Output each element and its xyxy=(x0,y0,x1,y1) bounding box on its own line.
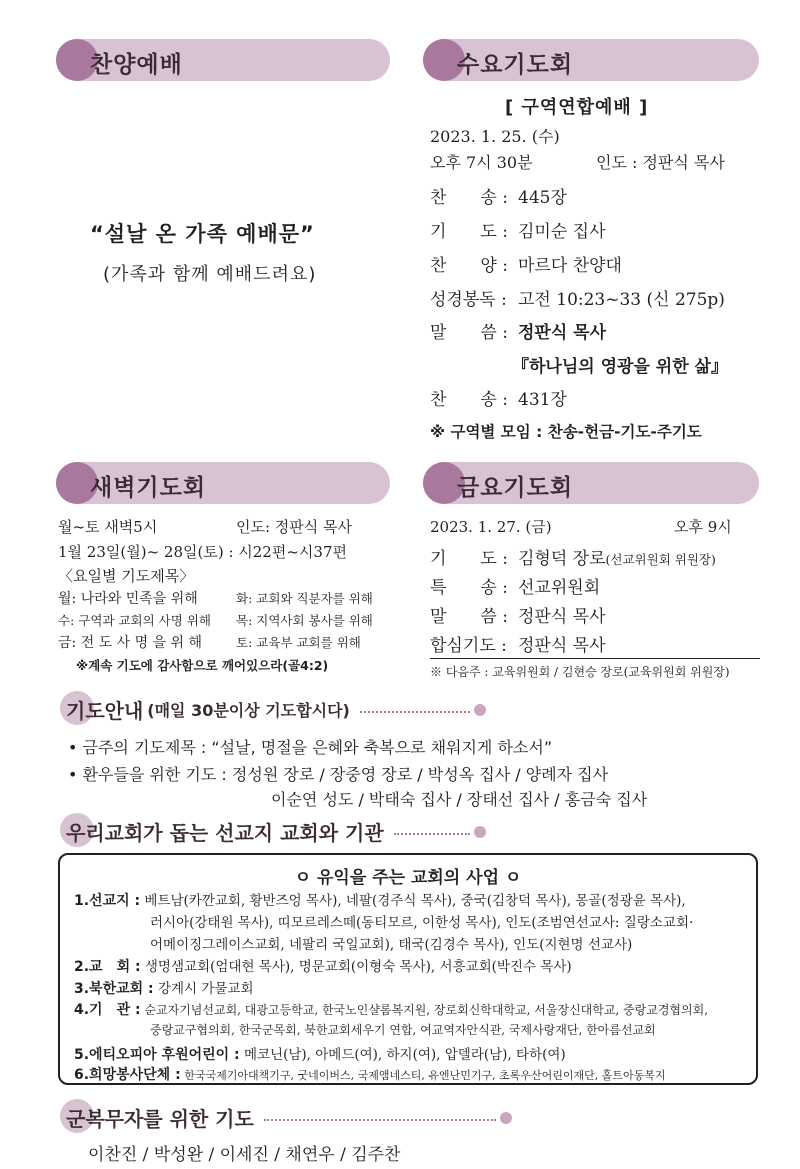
row-label: 기 도 : xyxy=(430,222,508,242)
section-header-wednesday xyxy=(423,39,759,81)
row-label: 말 씀 : xyxy=(430,323,508,343)
military-title: 군복무자를 위한 기도 xyxy=(66,1107,254,1131)
section-header-friday xyxy=(423,462,759,504)
wednesday-time: 오후 7시 30분 xyxy=(430,153,533,172)
patients-label: • 환우들을 위한 기도 : xyxy=(68,765,227,784)
dawn-time: 월~토 새벽5시 xyxy=(58,518,158,536)
patients-prayer xyxy=(68,762,608,785)
row-value: 마르다 찬양대 xyxy=(518,256,622,276)
sunday-subtitle: (가족과 함께 예배드려요) xyxy=(103,264,317,285)
wednesday-date: 2023. 1. 25. (수) xyxy=(430,127,560,146)
wednesday-note: ※ 구역별 모임 : 찬송-헌금-기도-주기도 xyxy=(430,423,702,441)
missions-label: 3.북한교회 : xyxy=(74,981,154,997)
row-value: 정판식 목사 xyxy=(518,323,607,343)
row-value: 정판식 목사 xyxy=(518,607,606,627)
friday-next-week: ※ 다음주 : 교육위원회 / 김현승 장로(교육위원회 위원장) xyxy=(430,665,730,679)
wednesday-row xyxy=(430,183,567,208)
divider xyxy=(430,658,760,659)
dawn-item: 금: 전 도 사 명 을 위 해 xyxy=(58,635,203,651)
missions-text: 한국국제기아대책기구, 굿네이버스, 국제앰네스티, 유엔난민기구, 초록우산어린이재단, 홀트아동복지 xyxy=(184,1069,666,1082)
missions-label: 5.에티오피아 후원어린이 : xyxy=(74,1047,240,1063)
missions-box xyxy=(58,853,758,1085)
wednesday-row xyxy=(430,285,725,310)
dawn-leader: 인도: 정판식 목사 xyxy=(236,518,353,536)
dawn-list-title: 〈요일별 기도제목〉 xyxy=(58,567,195,585)
prayer-topic xyxy=(68,735,552,758)
wednesday-row xyxy=(430,217,606,242)
prayer-topic-label: • 금주의 기도제목 : xyxy=(68,738,207,757)
row-label: 기 도 : xyxy=(430,549,508,569)
sunday-title: “설날 온 가족 예배문” xyxy=(90,222,315,246)
friday-row xyxy=(430,544,716,569)
row-value: 김형덕 장로 xyxy=(518,549,606,569)
dawn-item: 월: 나라와 민족을 위해 xyxy=(58,591,198,607)
row-label: 말 씀 : xyxy=(430,607,508,627)
prayer-guide-subtitle: (매일 30분이상 기도합시다) xyxy=(147,701,350,720)
row-label: 특 송 : xyxy=(430,578,508,598)
military-header xyxy=(66,1103,512,1132)
patients-line: 정성원 장로 / 장중영 장로 / 박성옥 집사 / 양례자 집사 xyxy=(231,765,609,784)
dotted-leader xyxy=(264,1119,496,1121)
row-label: 합심기도 : xyxy=(430,636,507,656)
missions-line: 어메이징그레이스교회, 네팔리 국일교회), 태국(김경수 목사), 인도(지현명 선교사) xyxy=(150,937,633,953)
dawn-item: 목: 지역사회 봉사를 위해 xyxy=(236,613,373,628)
missions-line xyxy=(74,889,686,910)
dotted-leader xyxy=(360,711,470,713)
section-title: 새벽기도회 xyxy=(90,475,207,501)
missions-line: 러시아(강태원 목사), 띠모르레스떼(동티모르, 이한성 목사), 인도(조범연선교사: 질랑소교회· xyxy=(150,915,694,931)
military-names: 이찬진 / 박성완 / 이세진 / 채연우 / 김주찬 xyxy=(88,1145,401,1165)
missions-line xyxy=(74,977,254,998)
row-label: 찬 송 : xyxy=(430,390,508,410)
missions-header xyxy=(66,817,486,846)
friday-row xyxy=(430,602,606,627)
row-value: 김미순 집사 xyxy=(518,222,606,242)
missions-label: 4.기 관 : xyxy=(74,1002,141,1018)
missions-line: 중랑교구협의회, 한국군목회, 북한교회세우기 연합, 여교역자안식관, 국제사랑재단, 한아름선교회 xyxy=(150,1023,656,1037)
missions-title: 우리교회가 돕는 선교지 교회와 기관 xyxy=(66,821,384,845)
missions-line xyxy=(74,1064,665,1084)
missions-label: 1.선교지 : xyxy=(74,893,141,909)
row-value: 고전 10:23~33 (신 275p) xyxy=(518,290,725,310)
sermon-title: 『하나님의 영광을 위한 삶』 xyxy=(512,357,728,377)
row-label: 찬 송 : xyxy=(430,188,508,208)
missions-line xyxy=(74,999,708,1019)
wednesday-row xyxy=(430,385,567,410)
missions-text: 생명샘교회(엄대현 목사), 명문교회(이형숙 목사), 서흥교회(박진수 목사) xyxy=(144,959,572,975)
prayer-guide-title: 기도안내 xyxy=(66,699,144,723)
friday-row xyxy=(430,631,606,656)
dot-icon xyxy=(474,826,486,838)
dawn-item: 수: 구역과 교회의 사명 위해 xyxy=(58,613,211,628)
dotted-leader xyxy=(394,833,470,835)
dot-icon xyxy=(500,1112,512,1124)
row-label: 찬 양 : xyxy=(430,256,508,276)
section-header-dawn xyxy=(56,462,390,504)
prayer-topic-text: “설날, 명절을 은혜와 축복으로 채워지게 하소서” xyxy=(211,738,553,757)
row-value: 431장 xyxy=(518,390,567,410)
friday-time: 오후 9시 xyxy=(674,518,732,536)
dawn-verse: ※계속 기도에 감사함으로 깨어있으라(골4:2) xyxy=(76,658,329,673)
wednesday-row xyxy=(430,318,606,343)
dawn-item: 화: 교회와 직분자를 위해 xyxy=(236,591,373,606)
dawn-item: 토: 교육부 교회를 위해 xyxy=(236,635,361,650)
section-title: 수요기도회 xyxy=(457,52,574,78)
missions-text: 순교자기념선교회, 대광고등학교, 한국노인샬롬복지원, 장로회신학대학교, 서울장신대학교, 중랑교경협의회, xyxy=(144,1003,709,1017)
missions-text: 베트남(카깐교회, 황반즈엉 목사), 네팔(경주식 목사), 중국(김창덕 목사), 몽골(정광윤 목사), xyxy=(144,893,686,909)
dawn-range: 1월 23일(월)~ 28일(토) : 시22편~시37편 xyxy=(58,543,347,561)
wednesday-leader: 인도 : 정판식 목사 xyxy=(596,153,725,172)
prayer-guide-header xyxy=(66,695,486,724)
friday-row xyxy=(430,573,600,598)
row-value: 정판식 목사 xyxy=(518,636,606,656)
section-title: 찬양예배 xyxy=(90,52,183,78)
missions-text: 메코닌(남), 아메드(여), 하지(여), 압델라(남), 타하(여) xyxy=(243,1047,566,1063)
missions-line xyxy=(74,1043,566,1064)
missions-text: 강계시 가물교회 xyxy=(157,981,254,997)
dot-icon xyxy=(474,704,486,716)
row-label: 성경봉독 : xyxy=(430,290,507,310)
section-title: 금요기도회 xyxy=(457,475,574,501)
row-extra: (선교위원회 위원장) xyxy=(605,552,716,567)
wednesday-row xyxy=(430,251,622,276)
missions-box-title: ㅇ 유익을 주는 교회의 사업 ㅇ xyxy=(294,868,522,888)
wednesday-heading: [ 구역연합예배 ] xyxy=(505,97,649,118)
missions-label: 2.교 회 : xyxy=(74,959,141,975)
patients-line: 이순연 성도 / 박태숙 집사 / 장태선 집사 / 홍금숙 집사 xyxy=(271,790,648,809)
section-header-sunday xyxy=(56,39,390,81)
row-value: 445장 xyxy=(518,188,567,208)
friday-date: 2023. 1. 27. (금) xyxy=(430,518,552,536)
missions-label: 6.희망봉사단체 : xyxy=(74,1067,181,1083)
missions-line xyxy=(74,955,572,976)
row-value: 선교위원회 xyxy=(518,578,601,598)
